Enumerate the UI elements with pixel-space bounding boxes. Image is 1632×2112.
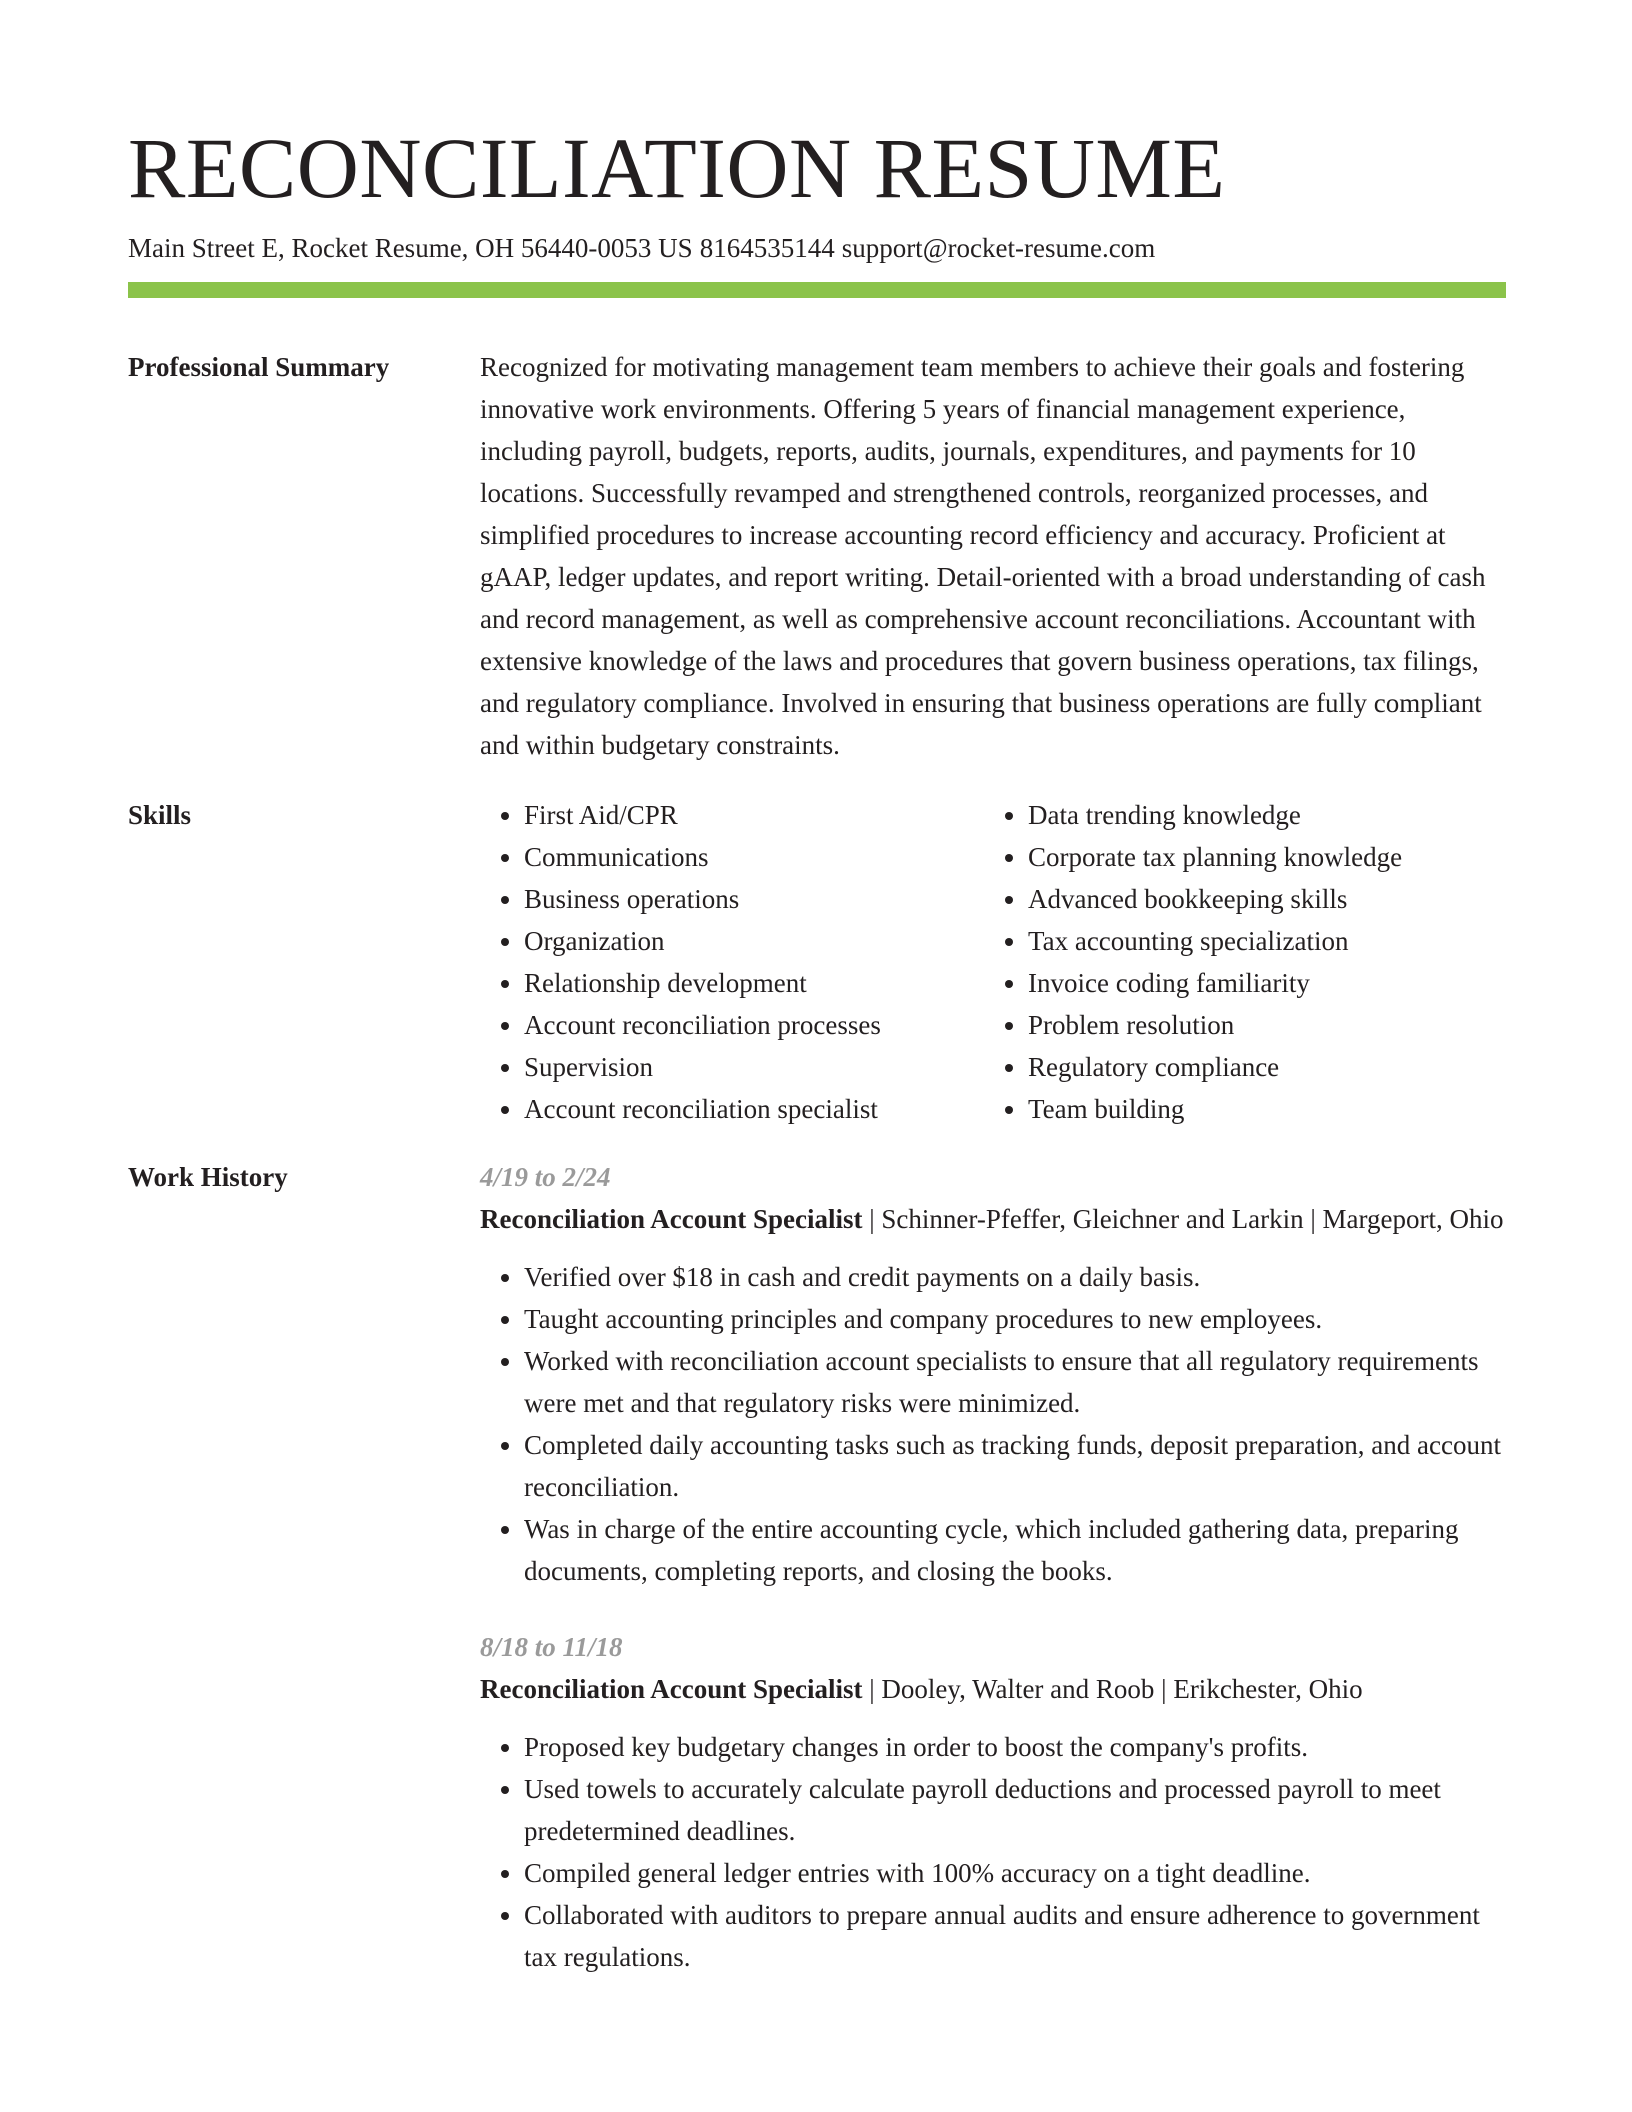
job-company: Dooley, Walter and Roob bbox=[881, 1674, 1155, 1704]
skill-item: • Organization bbox=[524, 920, 984, 962]
skills-list-left bbox=[480, 794, 984, 1130]
contact-line bbox=[128, 230, 1506, 266]
job-dates: 4/19 to 2/24 bbox=[480, 1162, 611, 1192]
skill-item: • Team building bbox=[1028, 1088, 1488, 1130]
job-list bbox=[480, 1156, 1506, 2012]
job-bullet: • Taught accounting principles and company procedures to new employees. bbox=[524, 1298, 1506, 1340]
job-bullet: • Proposed key budgetary changes in order to boost the company's profits. bbox=[524, 1726, 1506, 1768]
skill-item: • Problem resolution bbox=[1028, 1004, 1488, 1046]
job-title: Reconciliation Account Specialist bbox=[480, 1674, 863, 1704]
skill-item: • Supervision bbox=[524, 1046, 984, 1088]
skill-item: • Advanced bookkeeping skills bbox=[1028, 878, 1488, 920]
work-history-heading: Work History bbox=[128, 1162, 288, 1192]
skill-item: • Regulatory compliance bbox=[1028, 1046, 1488, 1088]
skill-item: • Relationship development bbox=[524, 962, 984, 1004]
job-dates: 8/18 to 11/18 bbox=[480, 1632, 623, 1662]
skill-item: • Invoice coding familiarity bbox=[1028, 962, 1488, 1004]
job-bullet-list bbox=[480, 1256, 1506, 1592]
job-heading: Reconciliation Account Specialist | Dooley, Walter and Roob | Erikchester, Ohio bbox=[480, 1674, 1363, 1704]
job-bullet: • Worked with reconciliation account specialists to ensure that all regulatory requirements were met and that regulatory risks were minimized. bbox=[524, 1340, 1506, 1424]
job-bullet: • Completed daily accounting tasks such as tracking funds, deposit preparation, and account reconciliation. bbox=[524, 1424, 1506, 1508]
job-title: Reconciliation Account Specialist bbox=[480, 1204, 863, 1234]
skill-item: • Data trending knowledge bbox=[1028, 794, 1488, 836]
contact-phone: 8164535144 bbox=[699, 233, 835, 263]
job-entry bbox=[480, 1156, 1506, 1592]
skills-heading: Skills bbox=[128, 800, 192, 830]
job-bullet: • Used towels to accurately calculate payroll deductions and processed payroll to meet predetermined deadlines. bbox=[524, 1768, 1506, 1852]
summary-section bbox=[128, 346, 1506, 766]
skill-item: • Tax accounting specialization bbox=[1028, 920, 1488, 962]
skill-item: • Corporate tax planning knowledge bbox=[1028, 836, 1488, 878]
contact-address: Main Street E, Rocket Resume, OH 56440-0053 US bbox=[128, 233, 693, 263]
contact-email: support@rocket-resume.com bbox=[841, 233, 1156, 263]
job-location: Margeport, Ohio bbox=[1322, 1204, 1504, 1234]
header-divider bbox=[128, 282, 1506, 298]
summary-heading: Professional Summary bbox=[128, 352, 390, 382]
work-history-section bbox=[128, 1156, 1506, 2012]
skill-item: • Account reconciliation processes bbox=[524, 1004, 984, 1046]
skills-list-right bbox=[984, 794, 1488, 1130]
summary-text: Recognized for motivating management team members to achieve their goals and fostering innovative work environments. Offering 5 years of financial management experience, including payroll, budgets, reports, audits, journals, expenditures, and payments for 10 locations. Successfully revamped and strengthened controls, reorganized processes, and simplified procedures to increase accounting record efficiency and accuracy. Proficient at gAAP, ledger updates, and report writing. Detail-oriented with a broad understanding of cash and record management, as well as comprehensive account reconciliations. Accountant with extensive knowledge of the laws and procedures that govern business operations, tax filings, and regulatory compliance. Involved in ensuring that business operations are fully compliant and within budgetary constraints. bbox=[480, 352, 1486, 760]
skill-item: • Account reconciliation specialist bbox=[524, 1088, 984, 1130]
job-bullet: • Compiled general ledger entries with 100% accuracy on a tight deadline. bbox=[524, 1852, 1506, 1894]
skill-item: • First Aid/CPR bbox=[524, 794, 984, 836]
job-entry bbox=[480, 1626, 1506, 1978]
job-bullet: • Was in charge of the entire accounting cycle, which included gathering data, preparing documents, completing reports, and closing the books. bbox=[524, 1508, 1506, 1592]
job-bullet: • Collaborated with auditors to prepare annual audits and ensure adherence to government tax regulations. bbox=[524, 1894, 1506, 1978]
skill-item: • Business operations bbox=[524, 878, 984, 920]
job-heading: Reconciliation Account Specialist | Schinner-Pfeffer, Gleichner and Larkin | Margeport, Ohio bbox=[480, 1204, 1504, 1234]
resume-name: RECONCILIATION RESUME bbox=[128, 120, 1226, 216]
skill-item: • Communications bbox=[524, 836, 984, 878]
job-bullet: • Verified over $18 in cash and credit payments on a daily basis. bbox=[524, 1256, 1506, 1298]
job-location: Erikchester, Ohio bbox=[1173, 1674, 1363, 1704]
resume-page bbox=[128, 118, 1506, 2012]
job-company: Schinner-Pfeffer, Gleichner and Larkin bbox=[881, 1204, 1304, 1234]
job-bullet-list bbox=[480, 1726, 1506, 1978]
skills-section bbox=[128, 794, 1506, 1130]
